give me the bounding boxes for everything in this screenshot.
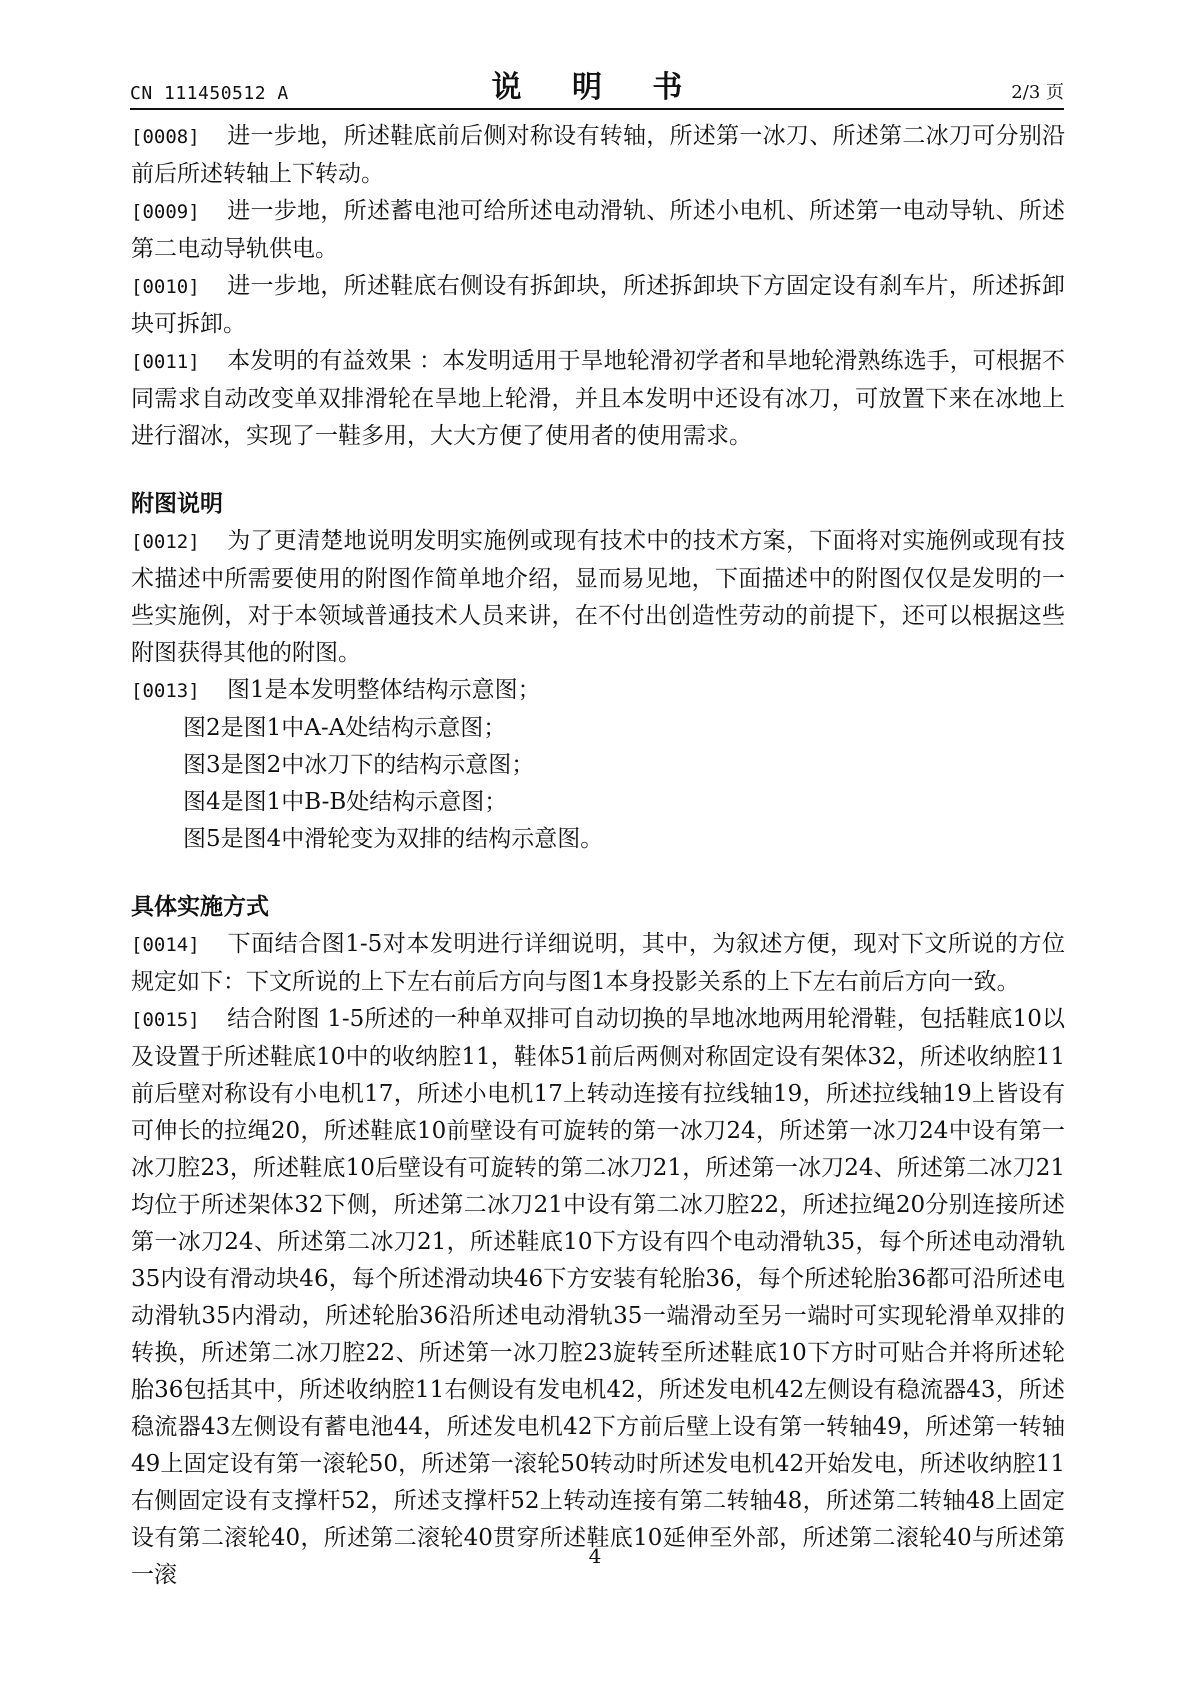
paragraph-number: [0012] — [131, 531, 200, 553]
section-title-embodiment: 具体实施方式 — [131, 894, 269, 920]
paragraph-0012 — [131, 523, 1065, 672]
document-title: 说 明 书 — [491, 70, 703, 105]
paragraph-text: 结合附图 1-5所述的一种单双排可自动切换的旱地冰地两用轮滑鞋，包括鞋底10以及设置于所述鞋底10中的收纳腔11，鞋体51前后两侧对称固定设有架体32，所述收纳腔11前后壁对称设有小电机17，所述小电机17上转动连接有拉线轴19，所述拉线轴19上皆设有可伸长的拉绳20，所述鞋底10前壁设有可旋转的第一冰刀24，所述第一冰刀24中设有第一冰刀腔23，所述鞋底10后壁设有可旋转的第二冰刀21，所述第一冰刀24、所述第二冰刀21均位于所述架体32下侧，所述第二冰刀21中设有第二冰刀腔22，所述拉绳20分别连接所述第一冰刀24、所述第二冰刀21，所述鞋底10下方设有四个电动滑轨35，每个所述电动滑轨35内设有滑动块46，每个所述滑动块46下方安装有轮胎36，每个所述轮胎36都可沿所述电动滑轨35内滑动，所述轮胎36沿所述电动滑轨35一端滑动至另一端时可实现轮滑单双排的转换，所述第二冰刀腔22、所述第一冰刀腔23旋转至所述鞋底10下方时可贴合并将所述轮胎36包括其中，所述收纳腔11右侧设有发电机42，所述发电机42左侧设有稳流器43，所述稳流器43左侧设有蓄电池44，所述发电机42下方前后壁上设有第一转轴49，所述第一转轴49上固定设有第一滚轮50，所述第一滚轮50转动时所述发电机42开始发电，所述收纳腔11右侧固定设有支撑杆52，所述支撑杆52上转动连接有第二转轴48，所述第二转轴48上固定设有第二滚轮40，所述第二滚轮40贯穿所述鞋底10延伸至外部，所述第二滚轮40与所述第一滚 — [131, 1006, 1065, 1588]
paragraph-text: 进一步地，所述鞋底右侧设有拆卸块，所述拆卸块下方固定设有刹车片，所述拆卸块可拆卸。 — [131, 273, 1065, 337]
paragraph-number: [0015] — [131, 1009, 200, 1031]
paragraph-number: [0011] — [131, 351, 200, 373]
paragraph-text: 进一步地，所述蓄电池可给所述电动滑轨、所述小电机、所述第一电动导轨、所述第二电动导轨供电。 — [131, 198, 1065, 262]
page-number: 4 — [588, 1544, 602, 1568]
figure-list-item: 图2是图1中A-A处结构示意图； — [183, 715, 507, 741]
figure-list-item: 图3是图2中冰刀下的结构示意图； — [183, 752, 535, 778]
paragraph-0013 — [131, 672, 1065, 710]
paragraph-number: [0010] — [131, 276, 200, 298]
paragraph-0009 — [131, 193, 1065, 268]
paragraph-number: [0014] — [131, 934, 200, 956]
page-header — [130, 66, 1064, 108]
paragraph-number: [0008] — [131, 126, 200, 148]
paragraph-number: [0009] — [131, 201, 200, 223]
paragraph-0011 — [131, 343, 1065, 455]
figure-list-item: 图4是图1中B-B处结构示意图； — [183, 789, 508, 815]
paragraph-text: 下面结合图1-5对本发明进行详细说明，其中，为叙述方便，现对下文所说的方位规定如下：下文所说的上下左右前后方向与图1本身投影关系的上下左右前后方向一致。 — [131, 931, 1065, 995]
section-gap — [131, 858, 1065, 889]
paragraph-number: [0013] — [131, 680, 200, 702]
paragraph-0015 — [131, 1001, 1065, 1594]
paragraph-0008 — [131, 118, 1065, 193]
paragraph-text: 为了更清楚地说明发明实施例或现有技术中的技术方案，下面将对实施例或现有技术描述中所需要使用的附图作简单地介绍，显而易见地，下面描述中的附图仅仅是发明的一些实施例，对于本领域普通技术人员来讲，在不付出创造性劳动的前提下，还可以根据这些附图获得其他的附图。 — [131, 528, 1065, 666]
page-info: 2/3 页 — [1011, 82, 1064, 103]
paragraph-0010 — [131, 268, 1065, 343]
publication-number: CN 111450512 A — [130, 83, 289, 104]
paragraph-text: 图1是本发明整体结构示意图； — [227, 677, 541, 703]
paragraph-0014 — [131, 926, 1065, 1001]
paragraph-text: 进一步地，所述鞋底前后侧对称设有转轴，所述第一冰刀、所述第二冰刀可分别沿前后所述转轴上下转动。 — [131, 123, 1065, 187]
section-title-figures: 附图说明 — [131, 491, 223, 517]
figure-list-item: 图5是图4中滑轮变为双排的结构示意图。 — [183, 826, 604, 852]
document-body — [131, 118, 1065, 1594]
header-divider — [130, 108, 1064, 110]
section-gap — [131, 455, 1065, 486]
paragraph-text: 本发明的有益效果 ：本发明适用于旱地轮滑初学者和旱地轮滑熟练选手，可根据不同需求自动改变单双排滑轮在旱地上轮滑，并且本发明中还设有冰刀，可放置下来在冰地上进行溜冰，实现了一鞋多用，大大方便了使用者的使用需求。 — [131, 348, 1065, 449]
